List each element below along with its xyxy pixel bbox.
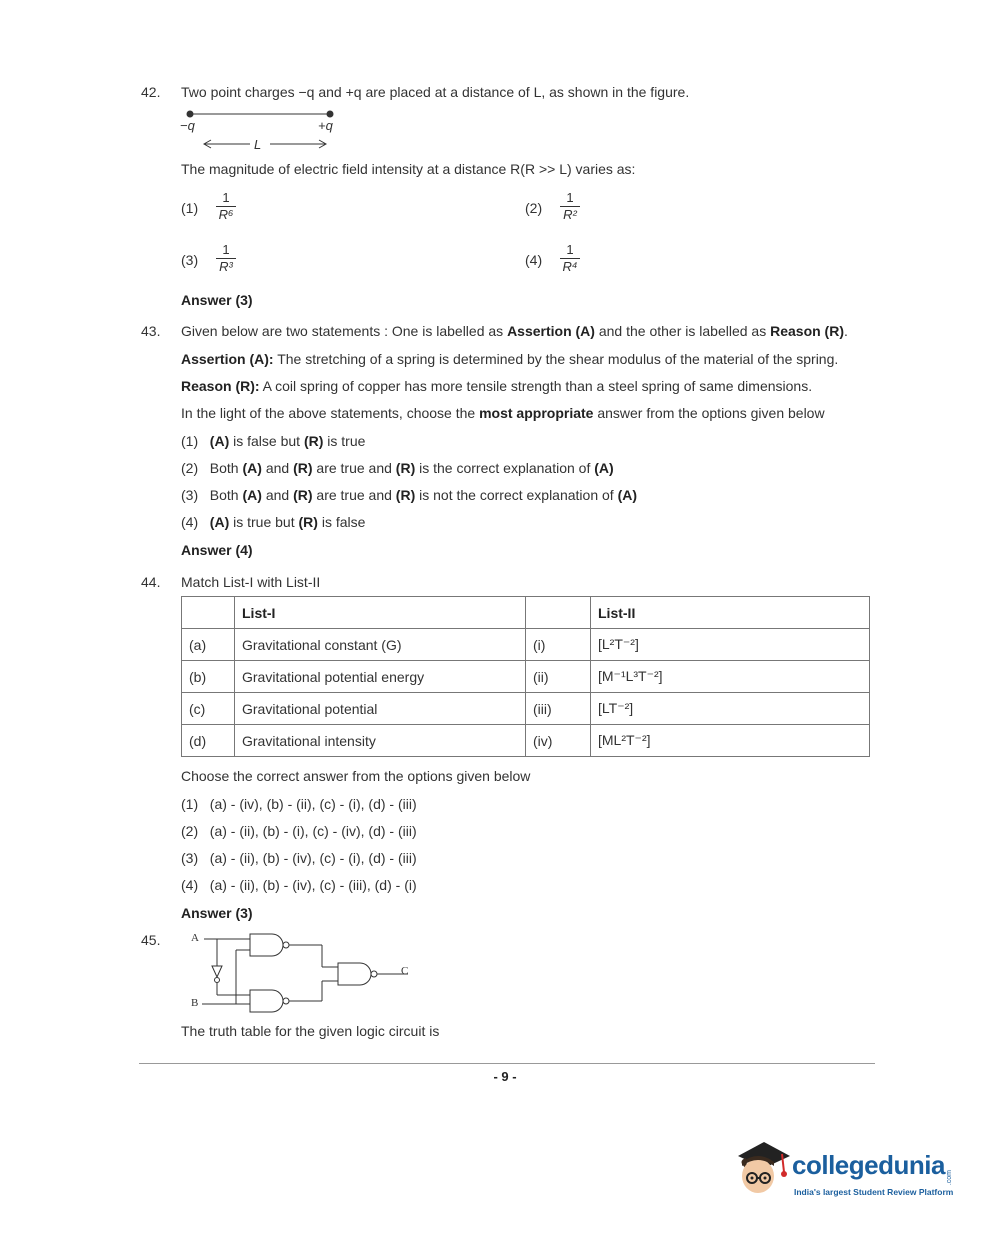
- q43-instruction: In the light of the above statements, choose the most appropriate answer from the options given below: [181, 405, 825, 421]
- q42-option-1-label: (1): [181, 200, 199, 216]
- table-header-row: [182, 597, 870, 629]
- positive-charge-dot: [327, 111, 334, 118]
- table-cell: (iii): [526, 693, 591, 725]
- length-label: L: [254, 137, 262, 152]
- q44-option-4: (4) (a) - (ii), (b) - (iv), (c) - (iii), (d) - (i): [181, 877, 417, 893]
- q44-instruction: Choose the correct answer from the options given below: [181, 768, 531, 784]
- table-cell: (c): [182, 693, 235, 725]
- table-cell: Gravitational intensity: [235, 725, 526, 757]
- q43-number: 43.: [141, 323, 161, 339]
- q45-stem: The truth table for the given logic circuit is: [181, 1023, 440, 1039]
- q42-option-4-fraction: 1 R⁴: [558, 242, 582, 275]
- q44-answer: Answer (3): [181, 905, 253, 921]
- page-number: - 9 -: [493, 1069, 517, 1084]
- table-cell: [LT⁻²]: [591, 693, 870, 725]
- q42-question: The magnitude of electric field intensity at a distance R(R >> L) varies as:: [181, 161, 636, 177]
- brand-suffix: .com: [946, 1170, 953, 1186]
- table-header-cell: [182, 597, 235, 629]
- footer-divider: [139, 1063, 875, 1064]
- table-header-cell: [526, 597, 591, 629]
- table-header-cell: List-I: [235, 597, 526, 629]
- table-cell: (d): [182, 725, 235, 757]
- q42-option-3-fraction: 1 R³: [214, 242, 238, 275]
- table-cell: [M⁻¹L³T⁻²]: [591, 661, 870, 693]
- q44-option-1: (1) (a) - (iv), (b) - (ii), (c) - (i), (d) - (iii): [181, 796, 417, 812]
- q42-number: 42.: [141, 84, 161, 100]
- brand-name: collegedunia: [792, 1150, 945, 1180]
- match-table: [181, 596, 870, 757]
- table-cell: (a): [182, 629, 235, 661]
- q44-number: 44.: [141, 574, 161, 590]
- table-cell: Gravitational potential energy: [235, 661, 526, 693]
- table-header-cell: List-II: [591, 597, 870, 629]
- table-cell: [ML²T⁻²]: [591, 725, 870, 757]
- logic-circuit-diagram: [186, 928, 416, 1018]
- table-cell: (iv): [526, 725, 591, 757]
- table-row: [182, 629, 870, 661]
- q45-number: 45.: [141, 932, 161, 948]
- q42-stem: Two point charges −q and +q are placed at a distance of L, as shown in the figure.: [181, 84, 690, 100]
- q43-option-2: (2) Both (A) and (R) are true and (R) is the correct explanation of (A): [181, 460, 614, 476]
- output-c-label: C: [401, 965, 409, 977]
- negative-charge-dot: [187, 111, 194, 118]
- table-cell: Gravitational potential: [235, 693, 526, 725]
- table-cell: (ii): [526, 661, 591, 693]
- q43-option-4: (4) (A) is true but (R) is false: [181, 514, 366, 530]
- brand-tagline: India's largest Student Review Platform: [794, 1187, 954, 1197]
- table-row: [182, 661, 870, 693]
- q43-option-3: (3) Both (A) and (R) are true and (R) is not the correct explanation of (A): [181, 487, 638, 503]
- input-b-label: B: [191, 997, 199, 1009]
- q42-option-2-label: (2): [525, 200, 543, 216]
- q42-option-3-label: (3): [181, 252, 199, 268]
- table-cell: Gravitational constant (G): [235, 629, 526, 661]
- minus-q-label: −q: [180, 118, 195, 133]
- q42-option-2-fraction: 1 R²: [558, 190, 582, 223]
- table-row: [182, 693, 870, 725]
- collegedunia-mascot-icon: [734, 1138, 794, 1198]
- not-gate-icon: [212, 966, 222, 977]
- input-a-label: A: [191, 932, 199, 944]
- plus-q-label: +q: [318, 118, 333, 133]
- q43-intro: Given below are two statements : One is labelled as Assertion (A) and the other is labelled as Reason (R).: [181, 323, 848, 339]
- nand-gate-output-icon: [338, 963, 371, 985]
- q42-answer: Answer (3): [181, 292, 253, 308]
- q44-option-2: (2) (a) - (ii), (b) - (i), (c) - (iv), (d) - (iii): [181, 823, 417, 839]
- nand-gate-top-icon: [250, 934, 283, 956]
- q43-reason: Reason (R): A coil spring of copper has more tensile strength than a steel spring of same dimensions.: [181, 378, 813, 394]
- q42-option-4-label: (4): [525, 252, 543, 268]
- nand-gate-bottom-icon: [250, 990, 283, 1012]
- q43-answer: Answer (4): [181, 542, 253, 558]
- table-cell: (b): [182, 661, 235, 693]
- q44-option-3: (3) (a) - (ii), (b) - (iv), (c) - (i), (d) - (iii): [181, 850, 417, 866]
- table-cell: (i): [526, 629, 591, 661]
- table-row: [182, 725, 870, 757]
- q43-assertion: Assertion (A): The stretching of a spring is determined by the shear modulus of the material of the spring.: [181, 351, 839, 367]
- q43-option-1: (1) (A) is false but (R) is true: [181, 433, 366, 449]
- q42-option-1-fraction: 1 R⁶: [214, 190, 238, 223]
- q44-stem: Match List-I with List-II: [181, 574, 321, 590]
- table-cell: [L²T⁻²]: [591, 629, 870, 661]
